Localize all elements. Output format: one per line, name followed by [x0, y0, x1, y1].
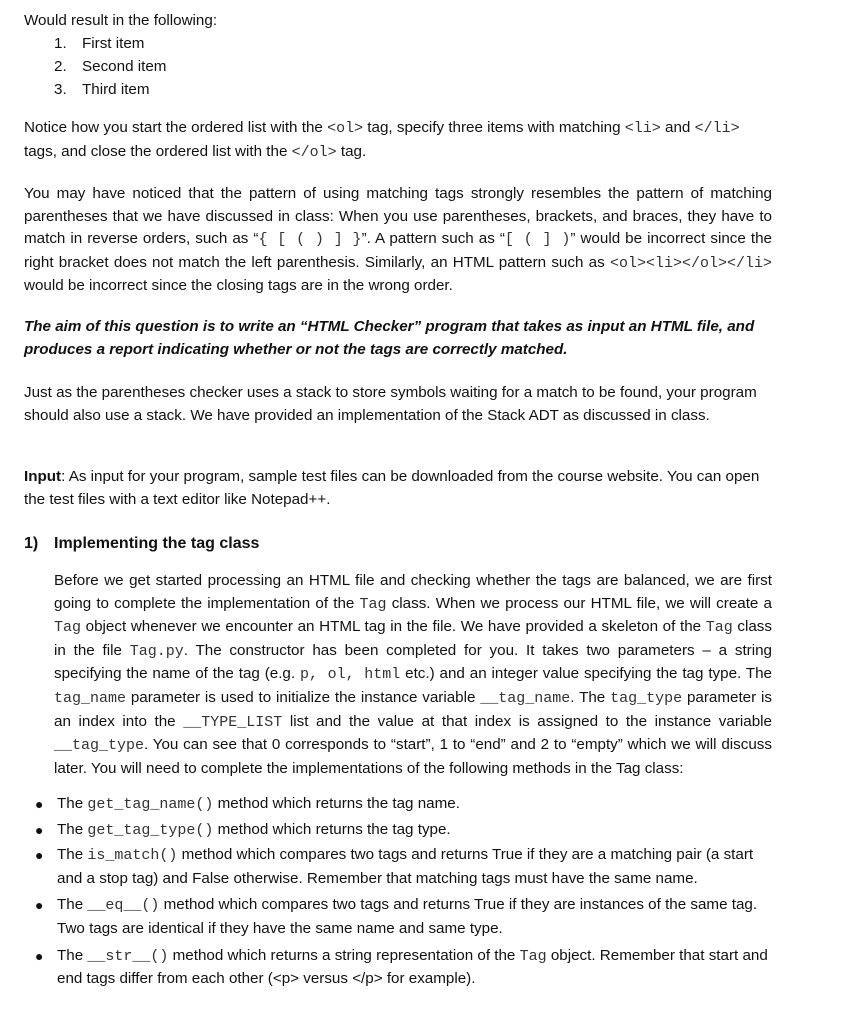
section-title: Implementing the tag class	[54, 535, 260, 552]
text-run: . The	[570, 688, 611, 706]
text-run: . You can see that 0 corresponds to “start”, 1 to “end” and 2 to “empty” which we will discuss later. You will need to complete the implementations of the following methods in the Tag class:	[54, 736, 772, 777]
text-run: parameter is used to initialize the instance variable	[126, 688, 481, 706]
code-method: get_tag_type()	[87, 821, 214, 839]
bullet-icon: ●	[35, 947, 44, 964]
list-item	[24, 79, 772, 102]
code-tag-type-var: __tag_type	[54, 737, 145, 755]
text-run: object. Remember that start and end tags differ from each other (<p> versus </p> for example).	[57, 946, 768, 988]
code-tag: Tag	[705, 619, 733, 637]
section-number: 1)	[24, 535, 39, 552]
intro-section	[24, 10, 772, 102]
input-paragraph	[24, 466, 772, 511]
text-run: The	[57, 820, 88, 838]
text-run: You may have noticed that the pattern of using matching tags strongly resembles the pattern of matching parentheses that we have discussed in class: When you use parentheses, brackets, and braces, they have to match in reverse orders, such as “	[24, 185, 772, 248]
notice-paragraph	[24, 117, 772, 164]
list-item	[0, 819, 772, 843]
text-run: ”. A pattern such as “	[361, 230, 505, 248]
example-ordered-list	[24, 33, 772, 102]
aim-text: The aim of this question is to write an “HTML Checker” program that takes as input an HTML file, and produces a report indicating whether or not the tags are correctly matched.	[24, 318, 755, 358]
input-text: : As input for your program, sample test files can be downloaded from the course website. You can open the test files with a text editor like Notepad++.	[24, 468, 760, 508]
list-number: 1.	[54, 34, 67, 52]
text-run: parameter is an index into the	[54, 688, 772, 730]
list-item	[0, 844, 772, 890]
code-brackets-incorrect: [ ( ] )	[504, 231, 571, 249]
code-method: is_match()	[87, 847, 178, 865]
bullet-icon: ●	[35, 821, 44, 838]
input-label: Input	[24, 468, 62, 485]
bullet-icon: ●	[35, 897, 44, 914]
list-item-text: Second item	[82, 57, 167, 75]
code-li-close: </li>	[694, 120, 740, 137]
stack-text: Just as the parentheses checker uses a stack to store symbols waiting for a match to be found, your program should also use a stack. We have provided an implementation of the Stack ADT as discussed in class.	[24, 384, 757, 424]
bullet-icon: ●	[35, 796, 44, 812]
pattern-paragraph	[24, 183, 772, 298]
code-tag-name-var: __tag_name	[480, 689, 571, 707]
text-run: tag, specify three items with matching	[363, 119, 625, 136]
text-run: tag.	[336, 142, 367, 160]
section-heading	[24, 533, 772, 556]
code-tag: Tag	[359, 595, 387, 613]
text-run: object whenever we encounter an HTML tag in the file. We have provided a skeleton of the	[81, 618, 706, 636]
intro-lead: Would result in the following:	[24, 12, 218, 29]
text-run: tags, and close the ordered list with the	[24, 142, 292, 160]
list-item	[0, 894, 772, 940]
text-run: ” would be incorrect since the right bracket does not match the left parenthesis. Similarly, an HTML pattern such as	[24, 230, 772, 271]
text-run: class. When we process our HTML file, we will create a	[386, 594, 772, 612]
list-item	[24, 33, 772, 56]
code-method: __eq__()	[87, 897, 160, 915]
code-method: __str__()	[87, 947, 169, 965]
code-ol-close: </ol>	[291, 143, 337, 161]
implementation-paragraph	[54, 570, 772, 780]
aim-paragraph	[24, 316, 772, 361]
text-run: list and the value at that index is assigned to the instance variable	[282, 712, 772, 730]
code-li-open: <li>	[624, 120, 661, 137]
text-run: The	[57, 795, 88, 812]
code-tag: Tag	[519, 947, 547, 965]
list-number: 2.	[54, 57, 67, 75]
text-run: class in the file	[54, 618, 772, 659]
text-run: etc.) and an integer value specifying the tag type. The	[400, 665, 772, 683]
bullet-icon: ●	[35, 847, 44, 864]
text-run: method which returns the tag type.	[213, 820, 451, 838]
text-run: method which compares two tags and returns True if they are a matching pair (a start and a stop tag) and False otherwise. Remember that matching tags must have the same name.	[57, 846, 754, 887]
text-run: method which returns the tag name.	[213, 795, 460, 812]
code-html-incorrect: <ol><li></ol></li>	[609, 254, 772, 272]
text-run: . The constructor has been completed for you. It takes two parameters – a string specifying the name of the tag (e.g.	[54, 641, 772, 683]
text-run: method which returns a string representation of the	[168, 946, 520, 964]
code-ol-open: <ol>	[327, 120, 364, 137]
list-item-text: First item	[82, 34, 145, 52]
text-run: The	[57, 896, 88, 914]
text-run: The	[57, 846, 88, 864]
text-run: Before we get started processing an HTML file and checking whether the tags are balanced, we are first going to complete the implementation of the	[54, 572, 772, 612]
text-run: The	[57, 946, 88, 964]
code-tag: Tag	[54, 619, 82, 637]
methods-list-container	[35, 793, 772, 993]
stack-paragraph	[24, 382, 772, 427]
text-run: and	[660, 119, 695, 136]
list-item	[0, 945, 772, 991]
text-run: would be incorrect since the closing tags are in the wrong order.	[24, 277, 453, 295]
code-filename: Tag.py	[129, 642, 184, 660]
text-run: method which compares two tags and returns True if they are instances of the same tag. Two tags are identical if they have the same name and same type.	[57, 896, 758, 937]
code-tag-name-param: tag_name	[54, 689, 127, 707]
list-item	[0, 793, 772, 817]
text-run: Notice how you start the ordered list with the	[24, 119, 328, 136]
list-number: 3.	[54, 80, 67, 98]
code-brackets-correct: { [ ( ) ] }	[258, 231, 362, 249]
code-type-list: __TYPE_LIST	[183, 713, 283, 731]
methods-list	[0, 793, 772, 991]
list-item	[24, 56, 772, 79]
list-item-text: Third item	[82, 80, 150, 98]
code-tag-examples: p, ol, html	[299, 666, 401, 684]
code-method: get_tag_name()	[87, 796, 214, 813]
code-tag-type-param: tag_type	[610, 689, 683, 707]
